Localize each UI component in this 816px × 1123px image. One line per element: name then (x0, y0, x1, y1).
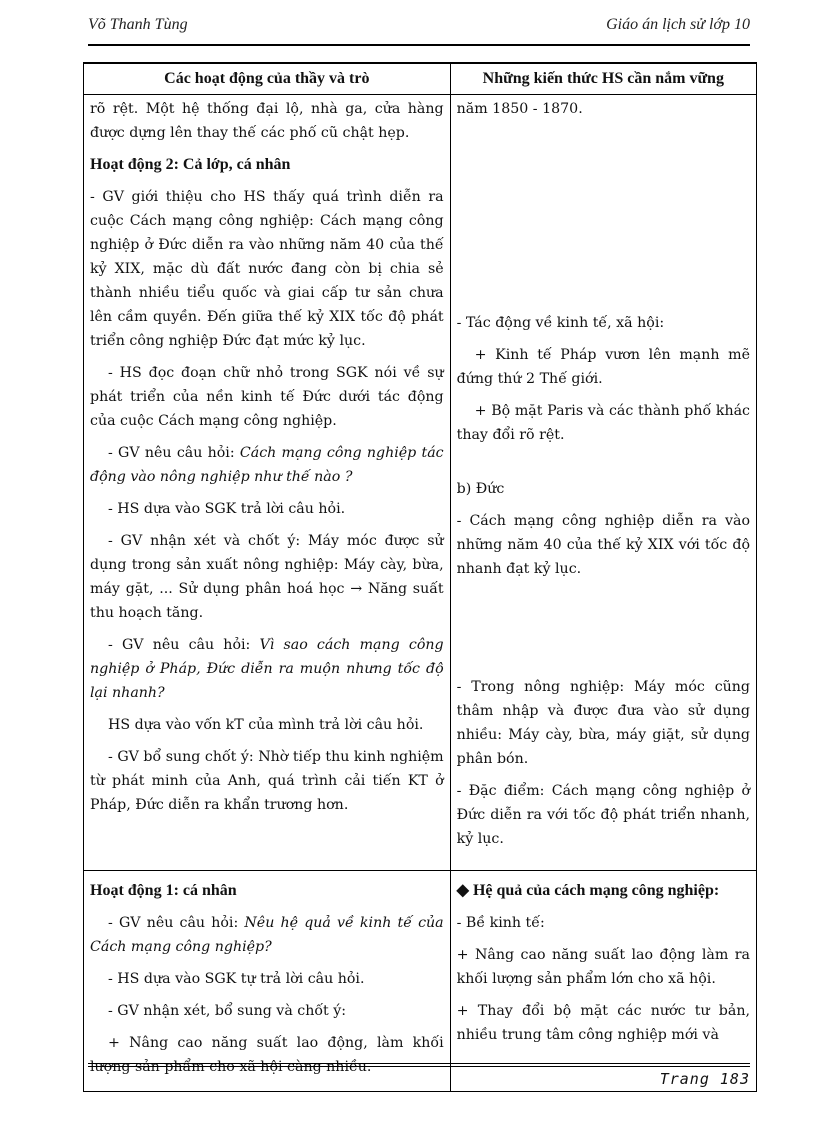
column-header-activities: Các hoạt động của thầy và trò (84, 63, 451, 95)
paragraph: - Cách mạng công nghiệp diễn ra vào những năm 40 của thế kỷ XIX với tốc độ nhanh đạt kỷ lục. (456, 513, 750, 577)
paragraph: - GV nhận xét, bổ sung và chốt ý: (108, 1003, 347, 1019)
paragraph: + Nâng cao năng suất lao động, làm khối lượng sản phẩm cho xã hội càng nhiều. (90, 1035, 444, 1075)
knowledge-cell (450, 871, 756, 1092)
question-prefix: - GV nêu câu hỏi: (108, 637, 260, 653)
column-header-knowledge: Những kiến thức HS cần nắm vững (450, 63, 756, 95)
paragraph: + Thay đổi bộ mặt các nước tư bản, nhiều trung tâm công nghiệp mới và (456, 1003, 750, 1043)
spacer (457, 589, 750, 675)
question-paragraph (90, 441, 444, 489)
paragraph: - Trong nông nghiệp: Máy móc cũng thâm nhập và được đưa vào sử dụng nhiều: Máy cày, bừa, máy giặt, sử dụng phân bón. (456, 679, 750, 767)
activity-heading: Hoạt động 1: cá nhân (90, 882, 237, 899)
question-prefix: - GV nêu câu hỏi: (108, 445, 240, 461)
question-paragraph (90, 633, 444, 705)
paragraph: - HS dựa vào SGK tự trả lời câu hỏi. (108, 971, 365, 987)
paragraph: - Tác động về kinh tế, xã hội: (456, 315, 665, 331)
paragraph: - GV nhận xét và chốt ý: Máy móc được sử dụng trong sản xuất nông nghiệp: Máy cày, bừa, máy gặt, ... Sử dụng phân hoá học → Năng suất thu hoạch tăng. (90, 533, 444, 621)
paragraph: - GV bổ sung chốt ý: Nhờ tiếp thu kinh nghiệm từ phát minh của Anh, quá trình cải tiến KT ở Pháp, Đức diễn ra khẩn trương hơn. (90, 749, 444, 813)
paragraph: + Kinh tế Pháp vươn lên mạnh mẽ đứng thứ 2 Thế giới. (456, 347, 750, 387)
paragraph: - HS dựa vào SGK trả lời câu hỏi. (108, 501, 346, 517)
footer-rule (88, 1063, 750, 1064)
paragraph: + Bộ mặt Paris và các thành phố khác thay đổi rõ rệt. (456, 403, 750, 443)
header-author: Võ Thanh Tùng (88, 16, 188, 33)
paragraph: - Đặc điểm: Cách mạng công nghiệp ở Đức diễn ra với tốc độ phát triển nhanh, kỷ lục. (456, 783, 750, 847)
spacer (457, 129, 750, 311)
question-text: Vì sao cách mạng công nghiệp ở Pháp, Đức diễn ra muộn nhưng tốc độ lại nhanh? (90, 637, 444, 701)
activities-cell (84, 95, 451, 871)
activity-heading: Hoạt động 2: Cả lớp, cá nhân (90, 156, 291, 173)
question-text: Nêu hệ quả về kinh tế của Cách mạng công nghiệp? (90, 915, 444, 955)
paragraph: - HS đọc đoạn chữ nhỏ trong SGK nói về sự phát triển của nền kinh tế Đức dưới tác động của cuộc Cách mạng công nghiệp. (90, 365, 444, 429)
question-text: Cách mạng công nghiệp tác động vào nông nghiệp như thế nào ? (90, 445, 444, 485)
section-label: b) Đức (456, 481, 505, 497)
consequence-heading (457, 879, 750, 903)
header-title: Giáo án lịch sử lớp 10 (606, 16, 750, 33)
knowledge-cell (450, 95, 756, 871)
diamond-bullet-icon: ◆ (456, 882, 469, 899)
paragraph: HS dựa vào vốn kT của mình trả lời câu hỏi. (108, 717, 424, 733)
paragraph: + Nâng cao năng suất lao động làm ra khối lượng sản phẩm lớn cho xã hội. (456, 947, 750, 987)
paragraph: rõ rệt. Một hệ thống đại lộ, nhà ga, cửa hàng được dựng lên thay thế các phố cũ chật hẹp. (90, 101, 444, 141)
page-number: Trang 183 (659, 1070, 750, 1088)
lesson-table (83, 62, 757, 1092)
paragraph: năm 1850 - 1870. (456, 101, 583, 117)
paragraph: - Bề kinh tế: (456, 915, 545, 931)
heading-text: Hệ quả của cách mạng công nghiệp: (472, 882, 720, 899)
question-paragraph (90, 911, 444, 959)
paragraph: - GV giới thiệu cho HS thấy quá trình diễn ra cuộc Cách mạng công nghiệp: Cách mạng công nghiệp ở Đức diễn ra vào những năm 40 của thế kỷ XIX, mặc dù đất nước đang còn bị chia sẻ thành nhiều tiểu quốc và giai cấp tư sản chưa lên cầm quyền. Đến giữa thế kỷ XIX tốc độ phát triển công nghiệp Đức đạt mức kỷ lục. (90, 189, 444, 349)
header-rule (88, 44, 750, 46)
question-prefix: - GV nêu câu hỏi: (108, 915, 245, 931)
table-row (84, 871, 757, 1092)
footer-rule (88, 1066, 750, 1067)
page-header (88, 14, 750, 44)
table-row (84, 95, 757, 871)
table-header-row (84, 63, 757, 95)
spacer (457, 455, 750, 477)
activities-cell (84, 871, 451, 1092)
